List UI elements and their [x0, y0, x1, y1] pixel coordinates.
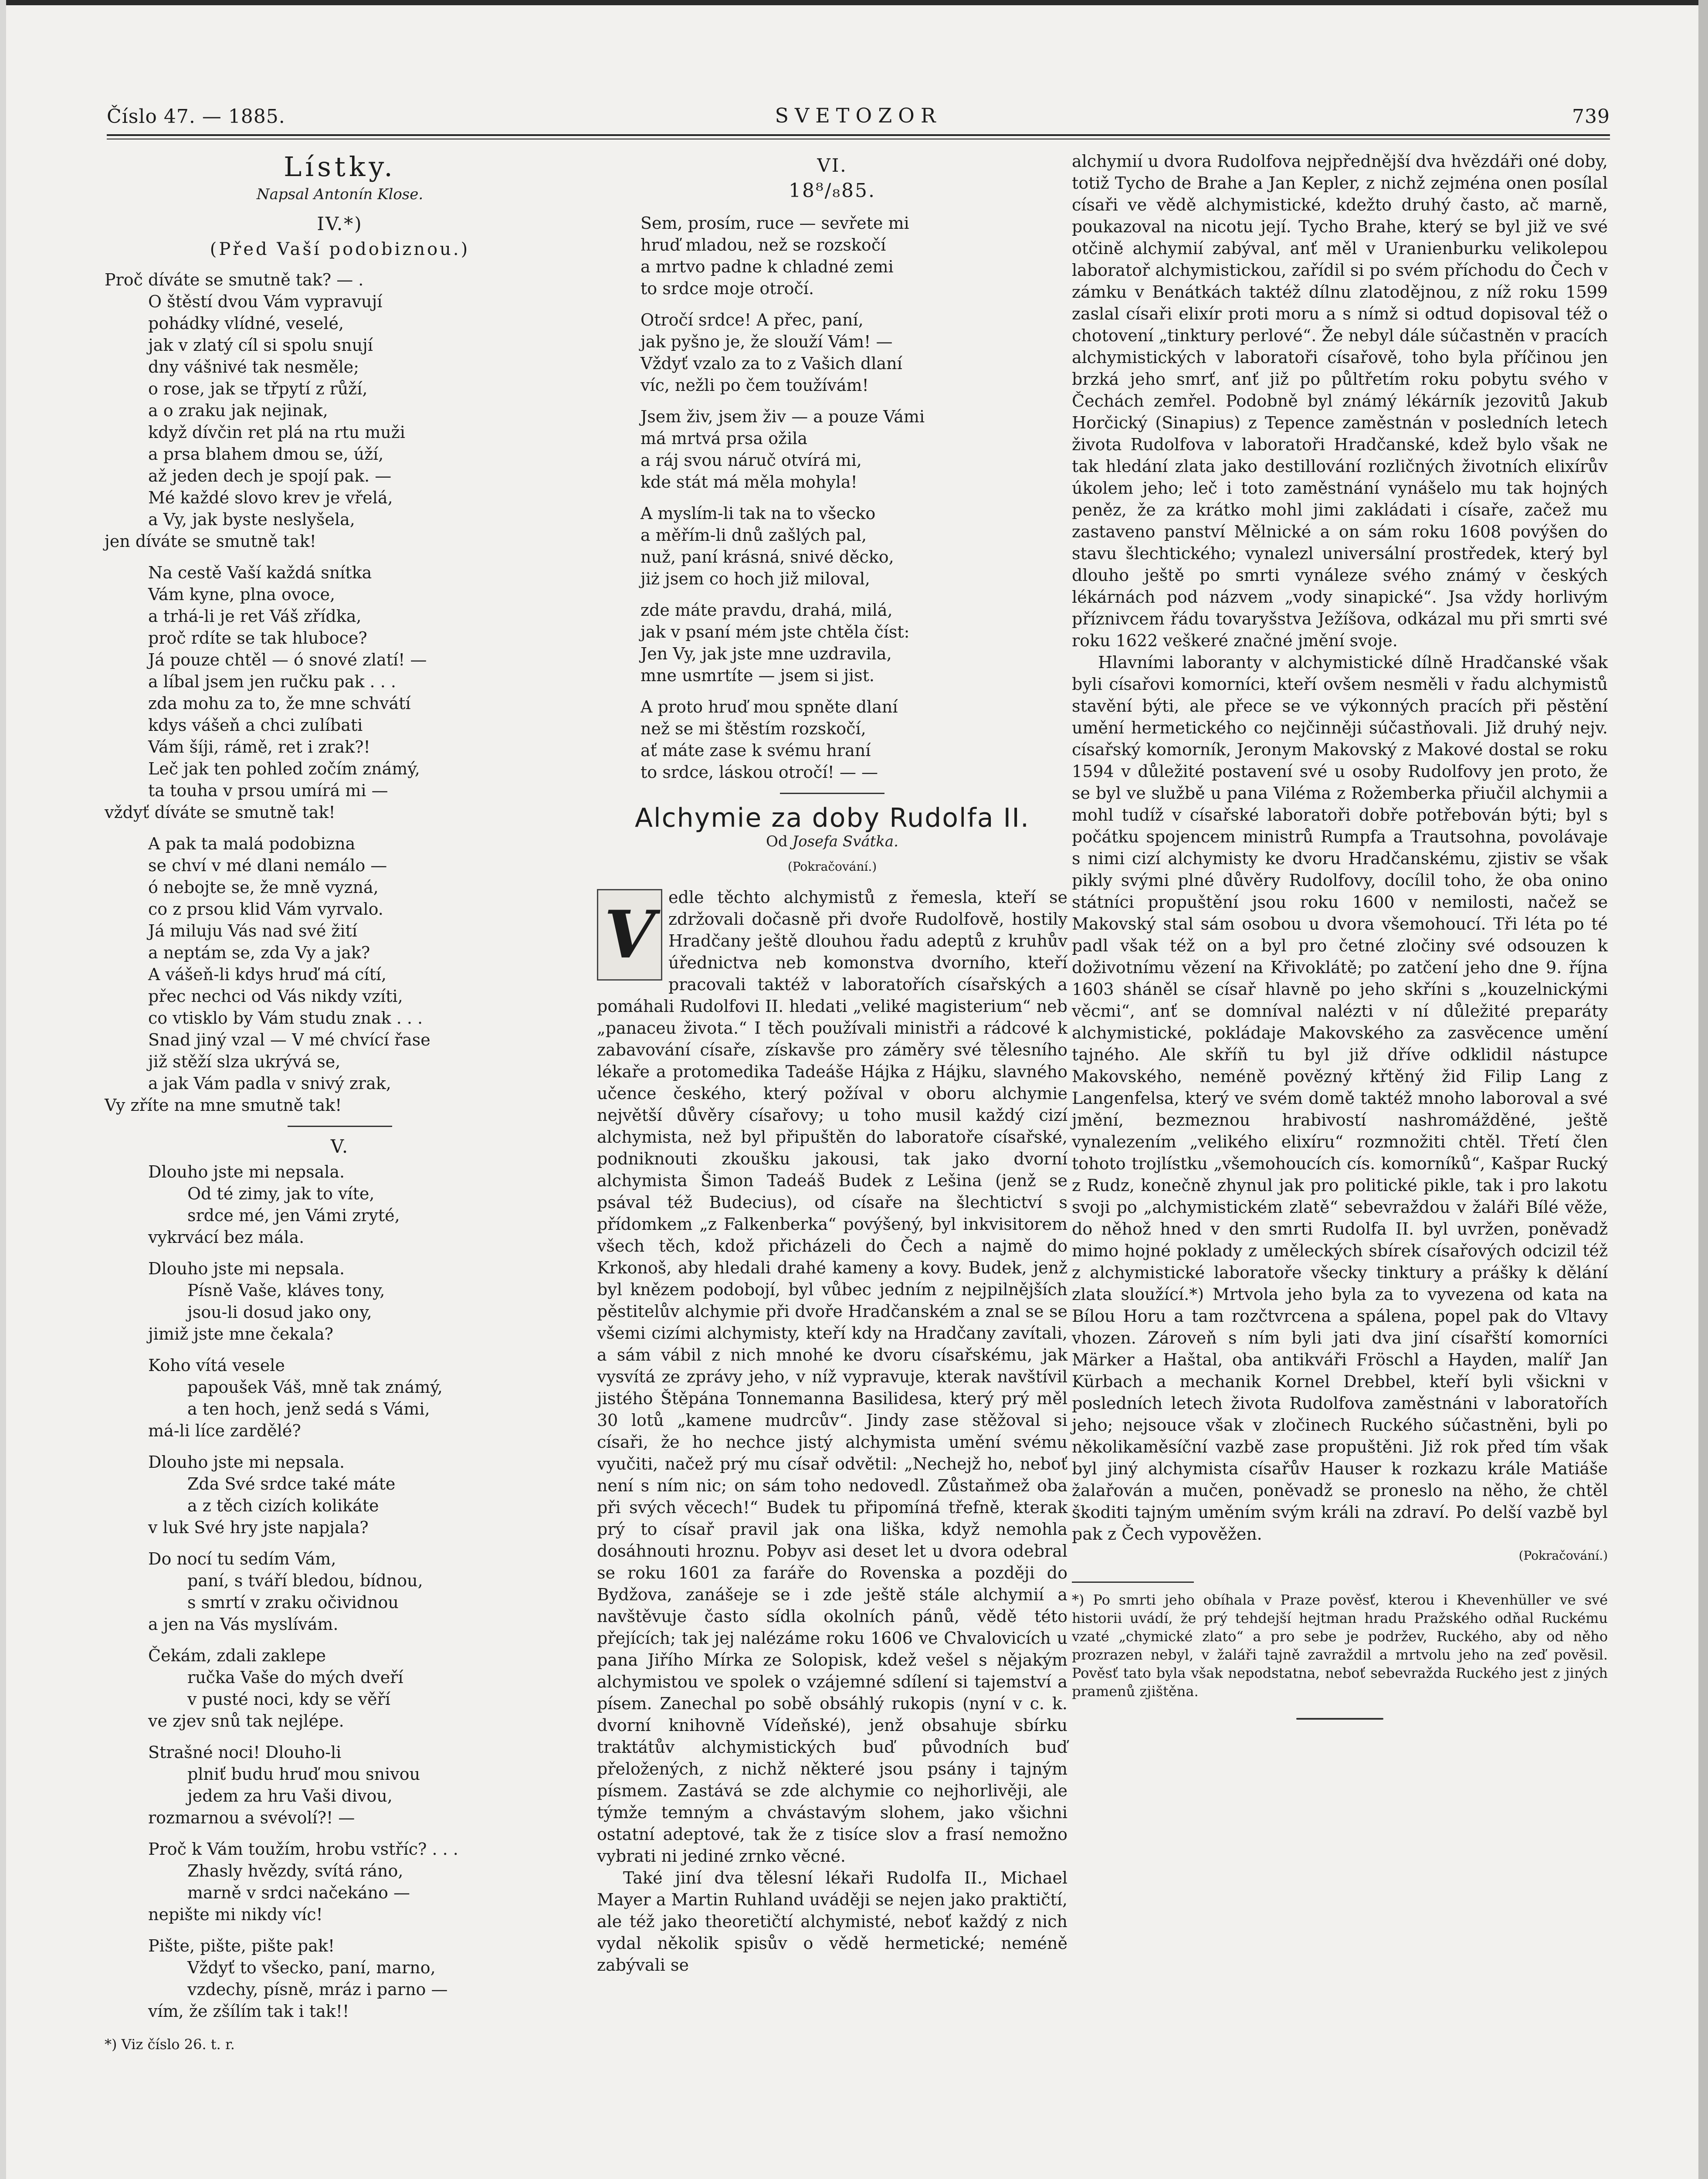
verse-line: Pište, pište, pište pak!: [148, 1936, 335, 1955]
verse-line: Zhasly hvězdy, svítá ráno,: [187, 1861, 403, 1880]
footnote-rule: [1072, 1582, 1194, 1583]
verse-line: dny vášnivé tak nesměle;: [148, 357, 359, 377]
verse-line: vzdechy, písně, mráz i parno —: [187, 1980, 448, 1999]
verse-line: Já miluju Vás nad své žití: [148, 921, 357, 940]
verse-line: Proč díváte se smutně tak? — .: [105, 270, 364, 289]
stanza: [105, 562, 575, 823]
stanza: [597, 212, 1068, 299]
poem-iv: [105, 269, 575, 1116]
verse-line: Vždyť vzalo za to z Vašich dlaní: [640, 354, 902, 373]
issue-number: Číslo 47. — 1885.: [107, 105, 285, 128]
verse-line: jen díváte se smutně tak!: [105, 532, 316, 551]
verse-line: a mrtvo padne k chladné zemi: [640, 257, 894, 276]
article-byline: [597, 831, 1068, 852]
verse-line: se chví v mé dlani nemálo —: [148, 856, 387, 875]
verse-line: A proto hruď mou spněte dlaní: [640, 697, 898, 716]
verse-line: a o zraku jak nejinak,: [148, 401, 328, 420]
divider: [780, 793, 884, 794]
poem-v: [105, 1161, 575, 2022]
verse-line: Čekám, zdali zaklepe: [148, 1646, 326, 1665]
verse-line: hruď mladou, než se rozskočí: [640, 235, 886, 255]
verse-line: má mrtvá prsa ožila: [640, 429, 808, 448]
scan-border-left: [0, 0, 6, 2179]
verse-line: Já pouze chtěl — ó snové zlatí! —: [148, 650, 427, 669]
verse-line: Dlouho jste mi nepsala.: [148, 1453, 345, 1472]
poem-number: VI.: [817, 155, 847, 176]
verse-line: když dívčin ret plá na rtu muži: [148, 423, 405, 442]
article-paragraph: Hlavními laboranty v alchymistické dílně Hradčanské však byli císařovi komorníci, kteří ovšem nesměli v řadu alchymistů stavění býti, ale přece se ve výkonných pracích při pěstění umění hermetického co nejčinněji súčastňovali. Již druhý nejv. císařský komorník, Jeronym Makovský z Makové dostal se roku 1594 v důležité postavení své u osoby Rudolfovy jen proto, že se byl ve službě u pana Viléma z Rožemberka přiučil alchymii a mohl tudíž v císařské laboratoři dobře potřebován býti; byl s počátku spojencem ministrů Rumpfa a Trautsohna, povolávaje s nimi cizí alchymisty ke dvoru Hradčanskému, zjistiv se však pikly svými plné důvěry Rudolfovy, docílil toho, že oba onino státníci propuštění jsou roku 1600 v nemilosti, načež se Makovský stal sám osobou u dvora všemohoucí. Tři léta po té padl však též on a byl pro četné zločiny své odsouzen k doživotnímu vězení na Křivoklátě; po zatčení jeho dne 9. října 1603 sháněl se císař hlavně po jeho skříni s „kouzelnickými věcmi“, anť se domníval nalézti v ní důležité preparáty alchymistické, pokládaje Makovského za zasvěcence umění tajného. Ale skříň tu byl již dříve odklidil nástupce Makovského, neméně povězný křtěný žid Filip Lang z Langenfelsa, který ve svém domě taktéž mnoho laboroval a své jmění, bezmeznou hrabivostí nashromážděné, ještě vynalezením „velikého elixíru“ rozmnožiti chtěl. Třetí člen tohoto trojlístku „všemohoucích cís. komorníků“, Kašpar Rucký z Rudz, konečně zhynul jak pro politické pikle, tak i pro lakotu svoji po „alchymistickém zlatě“ sebevraždou v žaláři Bílé věže, do něhož hned v den smrti Rudolfa II. byl uvržen, poněvadž mimo hojné poklady z uměleckých sbírek císařových odcizil též z alchymistické laboratoře všecky tinktury a prášky k dělání zlata sloužící.*) Mrtvola jeho byla za to vyvezena od kata na Bílou Horu a tam rozčtvrcena a spálena, popel pak do Vltavy vhozen. Zároveň s ním byli jati dva jiní císařští komorníci Märker a Haštal, oba antikváři Fröschl a Hayden, malíř Jan Kürbach a mechanik Kornel Drebbel, kteří byli všickni v posledních letech života Rudolfova zaměstnáni v laboratořích jeho; nejsouce však v zločinech Ruckého súčastněni, byli po několikaměsíční vazbě zase propuštěni. Již rok před tím však byl jiný alchymista císařův Hauser k rozkazu krále Matiáše žalařován a mučen, poněvadž se proneslo na něho, že chtěl škoditi tajným uměním svým králi na zdraví. Po delší vazbě byl pak z Čech vypověžen.: [1072, 653, 1608, 1544]
stanza: [105, 1645, 575, 1732]
verse-line: již stěží slza ukrývá se,: [148, 1052, 341, 1071]
verse-line: v pusté noci, kdy se věří: [187, 1690, 390, 1709]
verse-line: Jsem živ, jsem živ — a pouze Vámi: [640, 407, 925, 426]
footnote: *) Viz číslo 26. t. r.: [105, 2036, 235, 2053]
column-3: [1072, 150, 1608, 1720]
masthead-title: SVETOZOR: [775, 104, 942, 127]
verse-line: vykrvácí bez mála.: [148, 1228, 305, 1247]
stanza: [105, 1451, 575, 1538]
verse-line: Na cestě Vaší každá snítka: [148, 563, 372, 582]
verse-line: jedem za hru Vaši divou,: [187, 1786, 393, 1806]
verse-line: proč rdíte se tak hluboce?: [148, 628, 367, 648]
verse-line: paní, s tváří bledou, bídnou,: [187, 1571, 423, 1590]
footnote: *) Po smrti jeho obíhala v Praze pověsť, kterou i Khevenhüller ve své historii uvádí, že prý tehdejší hejtman hradu Pražského odňal Ruckému vzaté „chymické zlato“ a pro sebe je podržev, Ruckého, aby od něho prozrazen nebyl, v žaláři tajně zavraždil a mrtvolu jeho na zeď pověsil. Pověsť tato byla však nepodstatna, neboť sebevražda Ruckého jest z jiných pramenů zjištěna.: [1072, 1592, 1608, 1700]
stanza: [105, 833, 575, 1116]
stanza: [105, 1838, 575, 1925]
verse-line: nuž, paní krásná, snivé děcko,: [640, 547, 894, 567]
verse-line: a jen na Vás myslívám.: [148, 1615, 339, 1634]
article-author: Josefa Svátka.: [792, 833, 898, 850]
verse-line: jak pyšno je, že slouží Vám! —: [640, 332, 893, 351]
verse-line: a z těch cizích kolikáte: [187, 1496, 379, 1515]
verse-line: a měřím-li dnů zašlých pal,: [640, 526, 867, 545]
verse-line: jimiž jste mne čekala?: [148, 1324, 334, 1344]
stanza: [105, 1258, 575, 1345]
verse-line: to srdce moje otročí.: [640, 279, 814, 298]
paragraph-text: edle těchto alchymistů z řemesla, kteří se zdržovali dočasně při dvoře Rudolfově, hostily Hradčany ještě dlouhou řadu adeptů z kruhův úřednictva neb komonstva dvorního, kteří pracovali taktéž v laboratořích císařských a pomáhali Rudolfovi II. hledati „veliké magisterium“ neb „panaceu života.“ I těch používali ministři a rádcové k zabavování císaře, získavše pro záměry své tělesního lékaře a protomedika Tadeáše Hájka z Hájku, slavného učence českého, který požíval v oboru alchymie největší důvěry císařovy; u toho musil každý cizí alchymista, než byl připuštěn do laboratoře císařské, podniknouti zkoušku jakousi, tak jako dvorní alchymista Šimon Tadeáš Budek z Lešina (jenž se psával též Budecius), od císaře na šlechtictví s přídomkem „z Falkenberka“ povýšený, byl inkvisitorem všech těch, kdož přicházeli do Čech a najmě do Krkonoš, aby hledali drahé kameny a kovy. Budek, jenž byl knězem podobojí, byl vůbec jedním z nejpilnějších pěstitelův alchymie při dvoře Hradčanském a znal se se všemi cizími alchymisty, kteří kdy na Hradčany zavítali, a sám vábil z nich mnohé ke dvoru císařskému, jak vysvítá ze zprávy jeho, v níž vypravuje, kterak navštívil jistého Štěpána Tonnemanna Basilidesa, který prý měl 30 lotů „kamene mudrcův“. Jindy zase stěžoval si císaři, že ho nechce jistý alchymista umění svému vyučiti, načež prý mu císař odvětil: „Nechejž ho, neboť není s ním nic; on sám toho nedovedl. Zůstaňmež oba při svých věcech!“ Budek tu připomíná třefně, kterak prý to císař pravil jak ona liška, když nemohla dosáhnouti hroznu. Pobyv asi deset let u dvora odebral se roku 1601 za faráře do Rovenska a později do Bydžova, zanášeje se i zde ještě stále alchymií a navštěvuje často sídla okolních pánů, vědě této přejících; tak jej nalézáme roku 1606 ve Chvalovicích u pana Jiřího Mírka ze Solopisk, kdež vešel s nějakým alchymistou ve spolek o vzájemné sdílení si tajemství a písem. Zanechal po sobě obsáhlý rukopis (nyní v c. k. dvorní knihovně Vídeňské), jenž obsahuje sbírku traktátův alchymistických buď původních buď přeložených, z nichž některé jsou psány i tajným písmem. Zastává se zde alchymie co nejhorlivěji, ale týmže temným a chvástavým slohem, jako všichni ostatní adeptové, tak že z tisíce slov a frasí nemožno vybrati ni jediné zrnko věcné.: [597, 888, 1068, 1866]
verse-line: v luk Své hry jste napjala?: [148, 1518, 369, 1537]
stanza: [597, 696, 1068, 783]
verse-line: Strašné noci! Dlouho-li: [148, 1743, 342, 1762]
verse-line: zde máte pravdu, drahá, milá,: [640, 601, 893, 620]
scan-border-right: [1698, 0, 1708, 2179]
verse-line: pohádky vlídné, veselé,: [148, 314, 344, 333]
verse-line: a ten hoch, jenž sedá s Vámi,: [187, 1399, 430, 1419]
section-title: Lístky.: [284, 151, 396, 183]
stanza: [597, 309, 1068, 396]
verse-line: srdce mé, jen Vámi zryté,: [187, 1206, 400, 1225]
verse-line: Vám kyne, plna ovoce,: [148, 585, 336, 604]
scan-border-top: [0, 0, 1708, 5]
verse-line: Koho vítá vesele: [148, 1356, 285, 1375]
verse-line: má-li líce zardělé?: [148, 1421, 301, 1440]
column-2: [597, 150, 1068, 1976]
verse-line: vím, že zšílím tak i tak!!: [148, 2002, 349, 2021]
verse-line: Dlouho jste mi nepsala.: [148, 1162, 345, 1181]
initial-letter: V: [604, 896, 655, 973]
stanza: [105, 1548, 575, 1635]
verse-line: Snad jiný vzal — V mé chvící řase: [148, 1030, 430, 1049]
column-1: [105, 150, 575, 2053]
verse-line: O štěstí dvou Vám vypravují: [148, 292, 383, 311]
verse-line: ó nebojte se, že mně vyzná,: [148, 878, 379, 897]
verse-line: papoušek Váš, mně tak známý,: [187, 1378, 443, 1397]
stanza: [597, 599, 1068, 686]
verse-line: Vám šíji, rámě, ret i zrak?!: [148, 737, 370, 757]
running-head: [107, 101, 1610, 132]
verse-line: to srdce, láskou otročí! — —: [640, 763, 878, 782]
verse-line: o rose, jak se třpytí z růží,: [148, 379, 368, 398]
header-rule: [107, 134, 1610, 139]
verse-line: marně v srdci načekáno —: [187, 1883, 410, 1902]
article-paragraph: [597, 886, 1068, 1867]
poem-date: 18⁸/₈85.: [788, 180, 876, 202]
verse-line: jsou-li dosud jako ony,: [187, 1303, 372, 1322]
verse-line: Písně Vaše, kláves tony,: [187, 1281, 385, 1300]
verse-line: nepište mi nikdy víc!: [148, 1905, 323, 1924]
verse-line: Od té zimy, jak to víte,: [187, 1184, 375, 1203]
decorated-initial: [597, 889, 662, 981]
continuation-note: (Pokračování.): [787, 859, 877, 874]
verse-line: víc, nežli po čem toužívám!: [640, 376, 869, 395]
verse-line: co vtisklo by Vám studu znak . . .: [148, 1008, 423, 1028]
verse-line: přec nechci od Vás nikdy vzíti,: [148, 987, 403, 1006]
verse-line: ve zjev snů tak nejlépe.: [148, 1711, 344, 1731]
verse-line: kde stát má měla mohyla!: [640, 472, 857, 492]
article-title: Alchymie za doby Rudolfa II.: [634, 803, 1030, 833]
ornament-divider: [1296, 1718, 1383, 1720]
verse-line: ať máte zase k svému hraní: [640, 741, 871, 760]
verse-line: A myslím-li tak na to všecko: [640, 504, 876, 523]
article-paragraph: Také jiní dva tělesní lékaři Rudolfa II., Michael Mayer a Martin Ruhland uváději se nejen jako praktičtí, ale též jako theoretičtí alchymisté, neboť každý z nich vydal několik spisův o vědě hermetické; neméně zabývali se: [597, 1868, 1068, 1975]
verse-line: jak v zlatý cíl si spolu snují: [148, 336, 373, 355]
verse-line: Jen Vy, jak jste mne uzdravila,: [640, 644, 892, 663]
verse-line: Proč k Vám toužím, hrobu vstříc? . . .: [148, 1840, 458, 1859]
verse-line: kdys vášeň a chci zulíbati: [148, 716, 363, 735]
poem-subtitle: (Před Vaší podobiznou.): [210, 239, 470, 259]
verse-line: ta touha v prsou umírá mi —: [148, 781, 388, 800]
stanza: [597, 502, 1068, 590]
stanza: [105, 1935, 575, 2022]
verse-line: jak v psaní mém jste chtěla číst:: [640, 622, 910, 641]
divider: [288, 1126, 392, 1127]
stanza: [105, 1354, 575, 1442]
verse-line: s smrtí v zraku očividnou: [187, 1593, 399, 1612]
verse-line: A vášeň-li kdys hruď má cítí,: [148, 965, 386, 984]
verse-line: ručka Vaše do mých dveří: [187, 1668, 403, 1687]
article-body-continued: [1072, 150, 1608, 1545]
article-body: [597, 886, 1068, 1976]
verse-line: Leč jak ten pohled zočím známý,: [148, 759, 420, 778]
verse-line: a jak Vám padla v snivý zrak,: [148, 1074, 391, 1093]
stanza: [105, 1741, 575, 1829]
verse-line: a ráj svou náruč otvírá mi,: [640, 451, 862, 470]
verse-line: rozmarnou a svévolí?! —: [148, 1808, 355, 1827]
stanza: [105, 269, 575, 552]
verse-line: až jeden dech je spojí pak. —: [148, 466, 392, 485]
verse-line: Do nocí tu sedím Vám,: [148, 1549, 336, 1568]
verse-line: a trhá-li je ret Váš zřídka,: [148, 607, 362, 626]
verse-line: Mé každé slovo krev je vřelá,: [148, 488, 393, 507]
verse-line: než se mi štěstím rozskočí,: [640, 719, 866, 738]
byline: Napsal Antonín Klose.: [256, 186, 424, 203]
verse-line: a neptám se, zda Vy a jak?: [148, 943, 370, 962]
byline-prefix: Od: [766, 833, 788, 850]
verse-line: mne usmrtíte — jsem si jist.: [640, 666, 874, 685]
verse-line: a Vy, jak byste neslyšela,: [148, 510, 355, 529]
article-paragraph: alchymií u dvora Rudolfova nejpřednější dva hvězdáři oné doby, totiž Tycho de Brahe a Jan Kepler, z nichž zejména onen posílal císaři ve vědě alchymistické, kdežto druhý často, ač marně, poukazoval na nicotu její. Tycho Brahe, který se byl již ve své otčině alchymií zabýval, anť měl v Uranienburku velikolepou laboratoř alchymistickou, zařídil si po svém příchodu do Čech v zámku v Benátkách taktéž dílnu zlatodějnou, z níž roku 1599 zaslal císaři elixír proti moru a s nímž si odtud dopisoval též o chotovení „tinktury perlové“. Že nebyl dále súčastněn v pracích alchymistických v laboratoři císařově, toho byla příčinou jen brzká jeho smrť, anť již po půltřetím roku pobytu svého v Čechách zemřel. Podobně byl známý lékárník jezovitů Jakub Horčický (Sinapius) z Tepence zaměstnán v posledních letech života Rudolfova v laboratoři Hradčanské, kdež bylo však ne tak hledání zlata jako destillování rozličných životních elixírův úkolem jeho; leč i toto zaměstnání vynášelo mu tak hojných peněz, že za krátko mohl jimi zakládati i císaře, začež mu zastaveno panství Mělnické a on sám roku 1608 povýšen do stavu šlechtického; vynalezl universální prostředek, který byl dlouho ještě po smrti vynáleze svého známý v českých lékárnách pod názvem „vody sinapické“. Jsa vždy horlivým příznivcem řádu tovaryšstva Ježíšova, odkázal mu při smrti své roku 1622 veškeré značné jmění svoje.: [1072, 152, 1608, 650]
verse-line: a líbal jsem jen ručku pak . . .: [148, 672, 396, 691]
page-number: 739: [1572, 105, 1610, 128]
continuation-note: (Pokračování.): [1518, 1548, 1608, 1563]
stanza: [597, 406, 1068, 493]
stanza: [105, 1161, 575, 1248]
verse-line: A pak ta malá podobizna: [148, 834, 356, 853]
verse-line: Dlouho jste mi nepsala.: [148, 1259, 345, 1278]
verse-line: jiż jsem co hoch již miloval,: [640, 569, 870, 588]
verse-line: a prsa blahem dmou se, úží,: [148, 445, 384, 464]
verse-line: Zda Své srdce také máte: [187, 1474, 396, 1493]
verse-line: Otročí srdce! A přec, paní,: [640, 310, 864, 329]
verse-line: co z prsou klid Vám vyrvalo.: [148, 899, 383, 919]
verse-line: Sem, prosím, ruce — sevřete mi: [640, 214, 909, 233]
poem-number: IV.*): [317, 213, 363, 234]
verse-line: Vy zříte na mne smutně tak!: [105, 1096, 342, 1115]
poem-number: V.: [330, 1136, 349, 1157]
poem-vi: [597, 212, 1068, 783]
verse-line: zda mohu za to, že mne schvátí: [148, 694, 411, 713]
verse-line: plniť budu hruď mou snivou: [187, 1765, 420, 1784]
verse-line: vždyť díváte se smutně tak!: [105, 803, 336, 822]
verse-line: Vždyť to všecko, paní, marno,: [187, 1958, 436, 1977]
